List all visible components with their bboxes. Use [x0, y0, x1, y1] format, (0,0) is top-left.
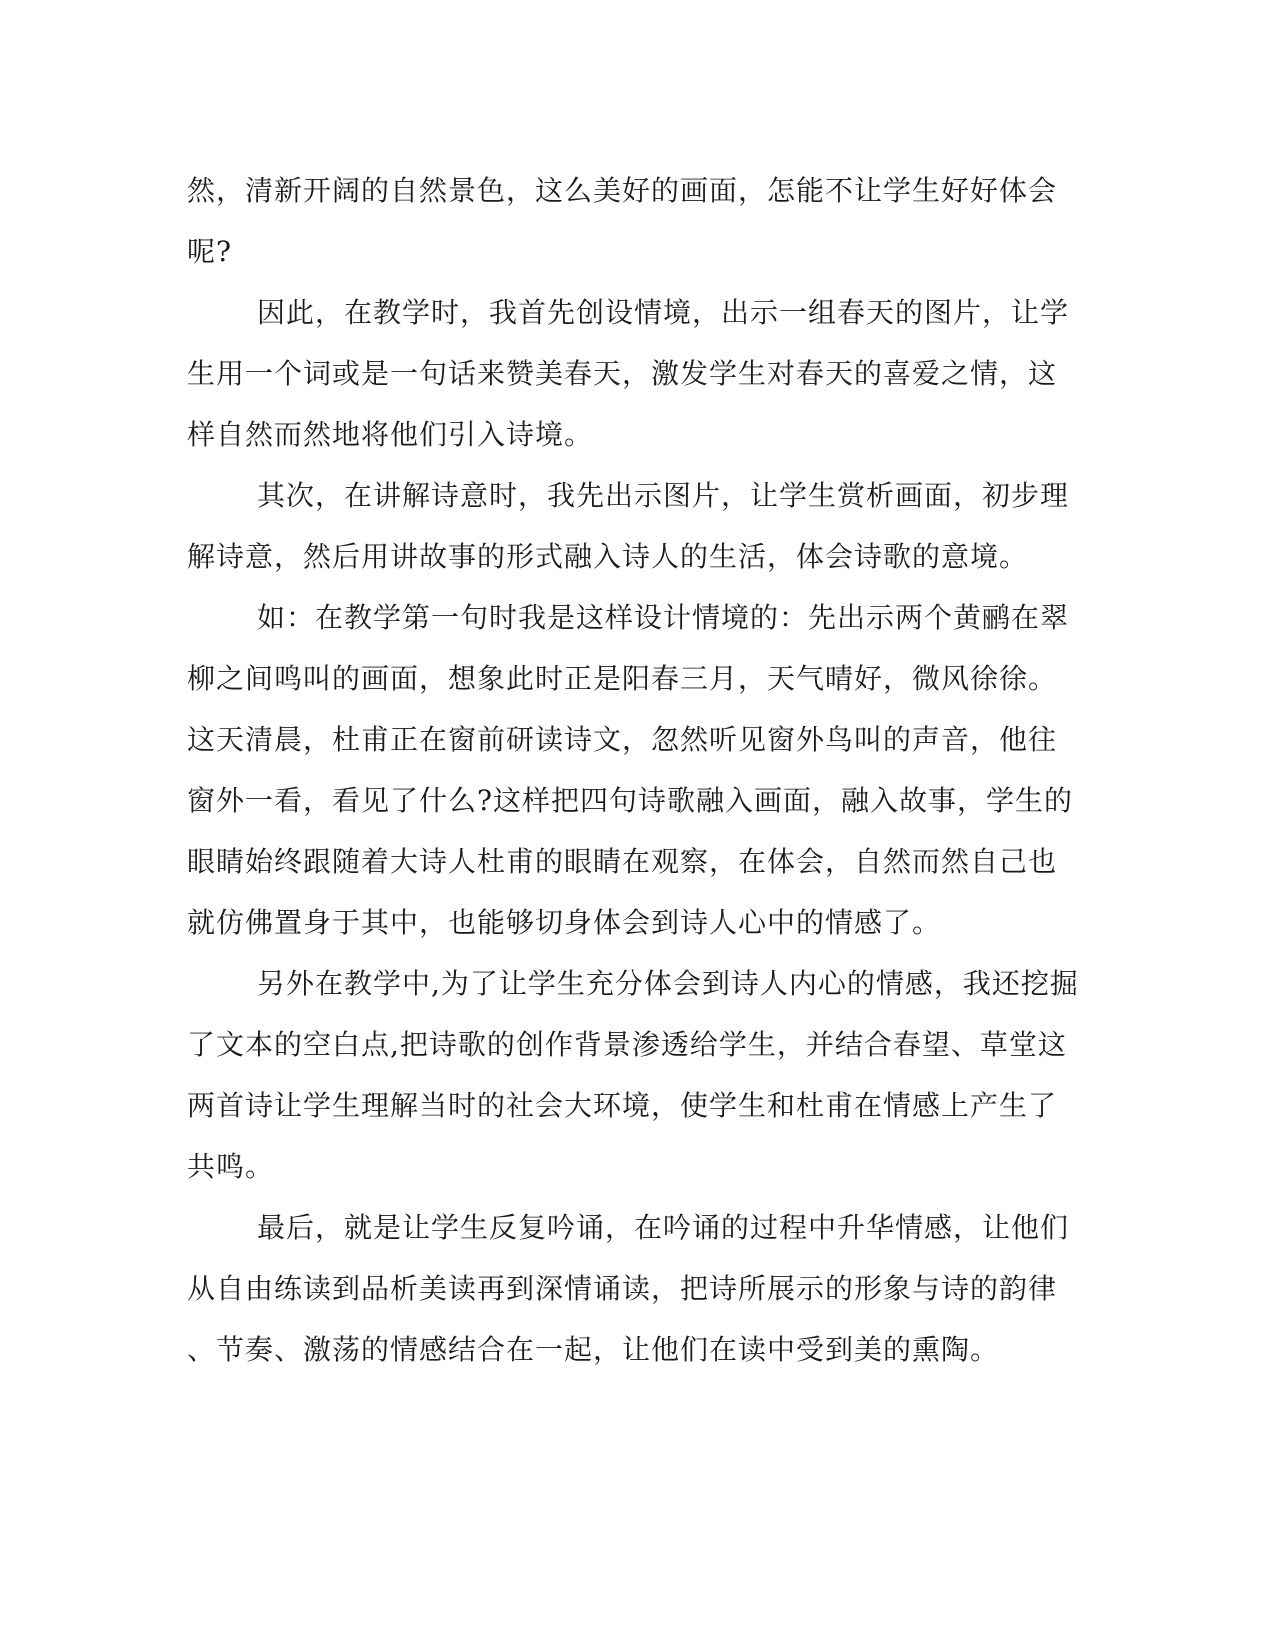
text-line: 这天清晨，杜甫正在窗前研读诗文，忽然听见窗外鸟叫的声音，他往	[187, 723, 1058, 756]
paragraph-5	[187, 953, 1079, 1197]
text-line: 从自由练读到品析美读再到深情诵读，把诗所展示的形象与诗的韵律	[187, 1272, 1058, 1305]
text-line: 窗外一看，看见了什么?这样把四句诗歌融入画面，融入故事，学生的	[187, 784, 1074, 817]
text-line: 因此，在教学时，我首先创设情境，出示一组春天的图片，让学	[257, 296, 1070, 329]
paragraph-2	[187, 282, 1070, 465]
paragraph-3	[187, 465, 1070, 587]
text-line: 最后，就是让学生反复吟诵，在吟诵的过程中升华情感，让他们	[257, 1211, 1070, 1244]
text-line: 其次，在讲解诗意时，我先出示图片，让学生赏析画面，初步理	[257, 479, 1070, 512]
text-line: 就仿佛置身于其中，也能够切身体会到诗人心中的情感了。	[187, 906, 942, 939]
text-line: 柳之间鸣叫的画面，想象此时正是阳春三月，天气晴好，微风徐徐。	[187, 662, 1058, 695]
text-line: 另外在教学中,为了让学生充分体会到诗人内心的情感，我还挖掘	[257, 967, 1079, 1000]
text-line: 呢?	[187, 235, 233, 268]
text-line: 然，清新开阔的自然景色，这么美好的画面，怎能不让学生好好体会	[187, 174, 1058, 207]
paragraph-4	[187, 587, 1074, 953]
text-line: 生用一个词或是一句话来赞美春天，激发学生对春天的喜爱之情，这	[187, 357, 1058, 390]
text-line: 、节奏、激荡的情感结合在一起，让他们在读中受到美的熏陶。	[187, 1333, 1000, 1366]
document-body	[187, 160, 1079, 1380]
text-line: 样自然而然地将他们引入诗境。	[187, 418, 594, 451]
text-line: 解诗意，然后用讲故事的形式融入诗人的生活，体会诗歌的意境。	[187, 540, 1029, 573]
paragraph-6	[187, 1197, 1070, 1380]
text-line: 两首诗让学生理解当时的社会大环境，使学生和杜甫在情感上产生了	[187, 1089, 1058, 1122]
paragraph-1	[187, 160, 1067, 282]
text-line: 眼睛始终跟随着大诗人杜甫的眼睛在观察，在体会，自然而然自己也	[187, 845, 1058, 878]
text-line: 共鸣。	[187, 1150, 275, 1183]
text-line: 如：在教学第一句时我是这样设计情境的：先出示两个黄鹂在翠	[257, 601, 1070, 634]
text-line: 了文本的空白点,把诗歌的创作背景渗透给学生，并结合春望、草堂这	[187, 1028, 1067, 1061]
